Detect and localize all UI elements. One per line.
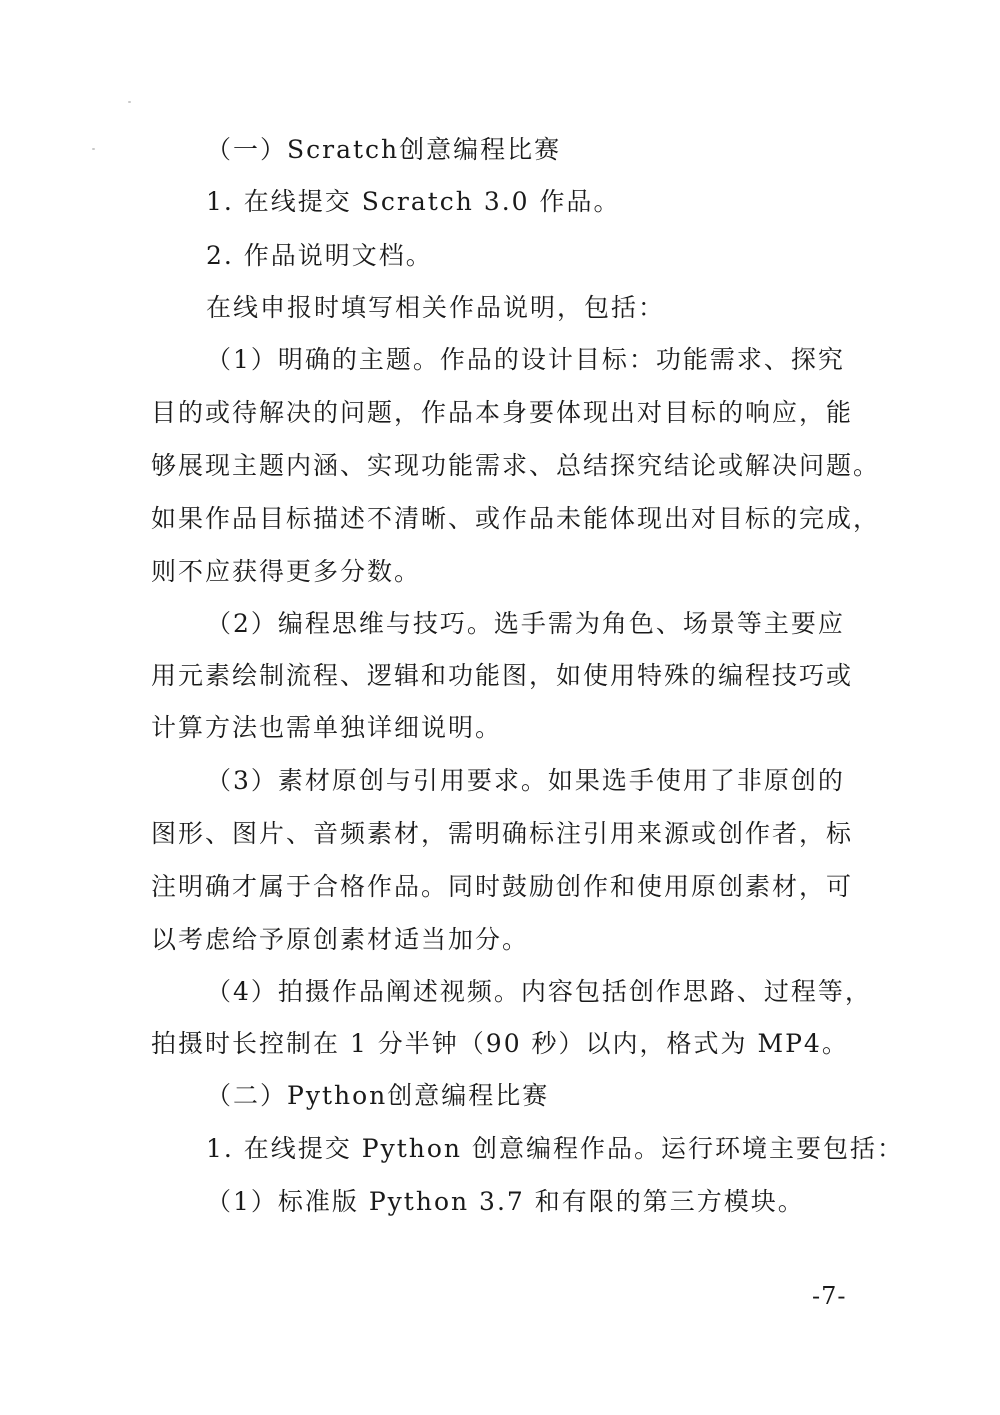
paragraph-theme-line: 目的或待解决的问题，作品本身要体现出对目标的响应，能	[151, 398, 854, 427]
paragraph-video-line: 拍摄时长控制在 1 分半钟（90 秒）以内，格式为 MP4。	[151, 1029, 849, 1058]
list-subitem-python-env: （1）标准版 Python 3.7 和有限的第三方模块。	[206, 1187, 805, 1216]
paragraph-theme-line: 够展现主题内涵、实现功能需求、总结探究结论或解决问题。	[151, 451, 881, 480]
list-item-submit-scratch: 1. 在线提交 Scratch 3.0 作品。	[206, 187, 621, 216]
paragraph-theme-line: 则不应获得更多分数。	[151, 557, 422, 586]
page-number: -7-	[812, 1282, 847, 1310]
scan-speck	[92, 148, 95, 150]
section-heading-python: （二）Python创意编程比赛	[206, 1081, 550, 1110]
paragraph-theme-line: （1）明确的主题。作品的设计目标：功能需求、探究	[206, 345, 845, 374]
intro-paragraph: 在线申报时填写相关作品说明，包括：	[206, 293, 666, 322]
paragraph-video-line: （4）拍摄作品阐述视频。内容包括创作思路、过程等，	[206, 977, 872, 1006]
section-heading-scratch: （一）Scratch创意编程比赛	[206, 135, 562, 164]
paragraph-materials-line: 图形、图片、音频素材，需明确标注引用来源或创作者，标	[151, 819, 854, 848]
list-item-description-doc: 2. 作品说明文档。	[206, 241, 433, 270]
paragraph-materials-line: 注明确才属于合格作品。同时鼓励创作和使用原创素材，可	[151, 872, 854, 901]
paragraph-theme-line: 如果作品目标描述不清晰、或作品未能体现出对目标的完成，	[151, 504, 881, 533]
paragraph-materials-line: （3）素材原创与引用要求。如果选手使用了非原创的	[206, 766, 845, 795]
scan-speck	[128, 101, 131, 103]
paragraph-materials-line: 以考虑给予原创素材适当加分。	[151, 925, 530, 954]
paragraph-programming-line: 用元素绘制流程、逻辑和功能图，如使用特殊的编程技巧或	[151, 661, 854, 690]
list-item-submit-python: 1. 在线提交 Python 创意编程作品。运行环境主要包括：	[206, 1134, 904, 1163]
paragraph-programming-line: 计算方法也需单独详细说明。	[151, 713, 503, 742]
paragraph-programming-line: （2）编程思维与技巧。选手需为角色、场景等主要应	[206, 609, 845, 638]
